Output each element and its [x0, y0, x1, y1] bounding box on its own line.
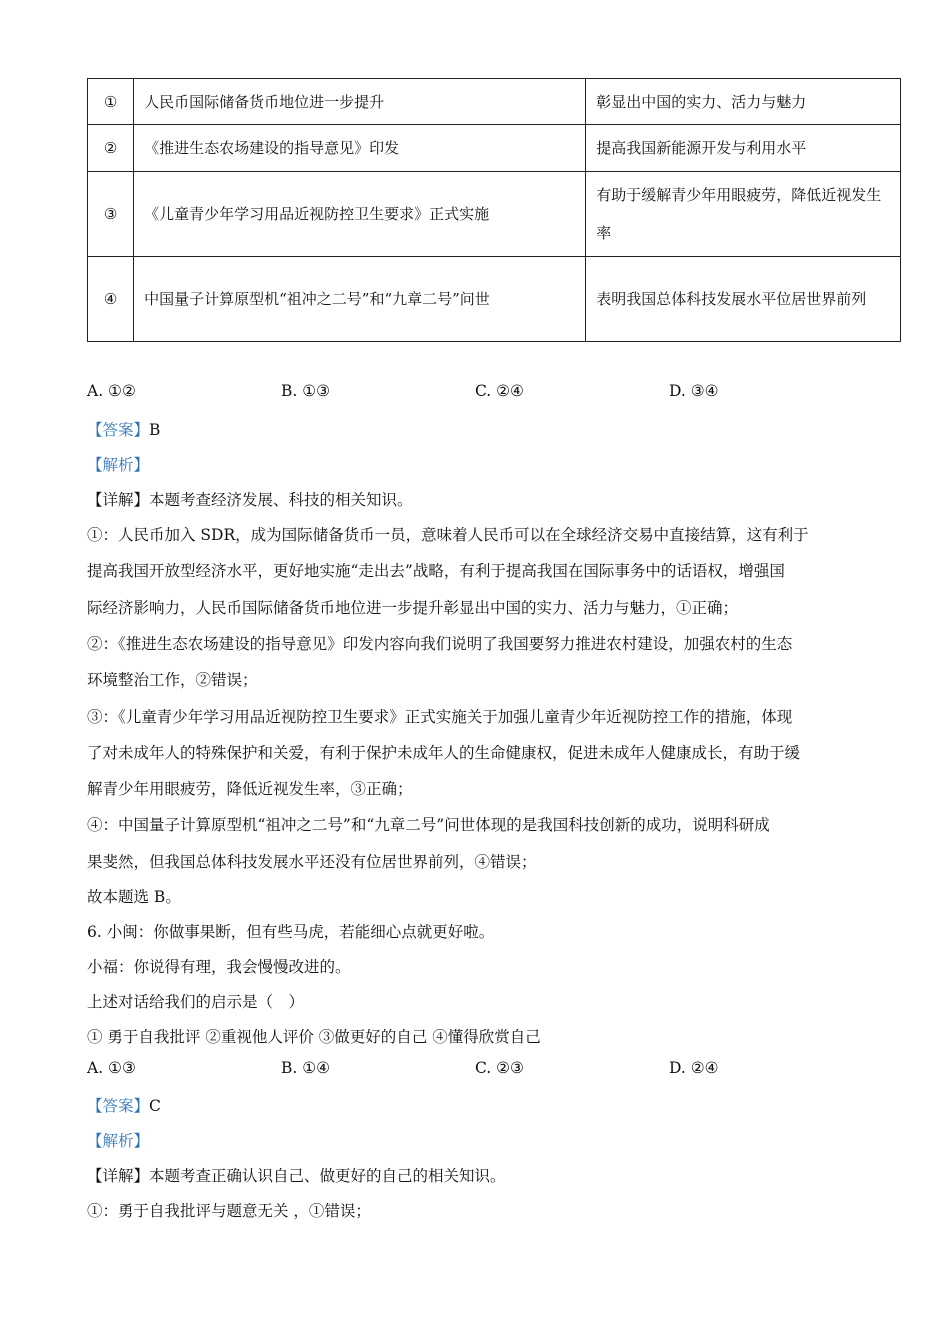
- q6-stem: 6. 小闽：你做事果断，但有些马虎，若能细心点就更好啦。: [87, 923, 495, 941]
- q5-option-d: D. ③④: [669, 382, 719, 400]
- explanation-line: 提高我国开放型经济水平，更好地实施“走出去”战略，有利于提高我国在国际事务中的话语权，增强国: [87, 562, 785, 580]
- q5-answer: [87, 418, 160, 440]
- q5-option-a: A. ①②: [87, 382, 136, 400]
- q6-option-b: B. ①④: [281, 1059, 331, 1077]
- event-cell: 《推进生态农场建设的指导意见》印发: [134, 125, 586, 172]
- meaning-cell: 提高我国新能源开发与利用水平: [586, 125, 901, 172]
- meaning-cell: 表明我国总体科技发展水平位居世界前列: [586, 257, 901, 342]
- meaning-cell: 有助于缓解青少年用眼疲劳，降低近视发生率: [586, 172, 901, 257]
- analysis-tag: 【解析】: [87, 1132, 150, 1150]
- event-cell: 《儿童青少年学习用品近视防控卫生要求》正式实施: [134, 172, 586, 257]
- explanation-line: 解青少年用眼疲劳，降低近视发生率，③正确；: [87, 780, 413, 798]
- q6-option-a: A. ①③: [87, 1059, 136, 1077]
- event-cell: 人民币国际储备货币地位进一步提升: [134, 79, 586, 125]
- q5-option-c: C. ②④: [475, 382, 524, 400]
- q6-option-c: C. ②③: [475, 1059, 524, 1077]
- q6-stem: 小福：你说得有理，我会慢慢改进的。: [87, 958, 351, 976]
- q5-option-b: B. ①③: [281, 382, 331, 400]
- row-number: ②: [88, 125, 134, 172]
- row-number: ①: [88, 79, 134, 125]
- meaning-cell: 彰显出中国的实力、活力与魅力: [586, 79, 901, 125]
- table-row: [88, 172, 901, 257]
- detail-tag: 【详解】: [87, 491, 150, 509]
- explanation-line: ③：《儿童青少年学习用品近视防控卫生要求》正式实施关于加强儿童青少年近视防控工作的措施，体现: [87, 708, 793, 726]
- row-number: ③: [88, 172, 134, 257]
- table-row: [88, 125, 901, 172]
- row-number: ④: [88, 257, 134, 342]
- answer-value: C: [149, 1097, 161, 1115]
- table-row: [88, 79, 901, 125]
- q6-stem: 上述对话给我们的启示是（ ）: [87, 993, 305, 1011]
- answer-tag: 【答案】: [87, 1097, 150, 1115]
- answer-tag: 【答案】: [87, 421, 150, 439]
- explanation-line: 了对未成年人的特殊保护和关爱，有利于保护未成年人的生命健康权，促进未成年人健康成长，有助于缓: [87, 744, 801, 762]
- explanation-line: 果斐然，但我国总体科技发展水平还没有位居世界前列，④错误；: [87, 853, 537, 871]
- explanation-line: 际经济影响力，人民币国际储备货币地位进一步提升彰显出中国的实力、活力与魅力，①正确；: [87, 599, 739, 617]
- q6-option-d: D. ②④: [669, 1059, 719, 1077]
- explanation-line: ②：《推进生态农场建设的指导意见》印发内容向我们说明了我国要努力推进农村建设，加强农村的生态: [87, 635, 793, 653]
- detail-text: 本题考查正确认识自己、做更好的自己的相关知识。: [149, 1167, 506, 1185]
- q6-answer: [87, 1094, 161, 1116]
- explanation-line: ①：人民币加入 SDR，成为国际储备货币一员，意味着人民币可以在全球经济交易中直接结算，这有利于: [87, 526, 809, 544]
- q6-choices: ① 勇于自我批评 ②重视他人评价 ③做更好的自己 ④懂得欣赏自己: [87, 1028, 541, 1046]
- explanation-line: ④：中国量子计算原型机“祖冲之二号”和“九章二号”问世体现的是我国科技创新的成功，说明科研成: [87, 816, 770, 834]
- detail-text: 本题考查经济发展、科技的相关知识。: [149, 491, 413, 509]
- table-row: [88, 257, 901, 342]
- explanation-line: 环境整治工作，②错误；: [87, 671, 258, 689]
- analysis-tag: 【解析】: [87, 456, 150, 474]
- events-table: [87, 78, 901, 342]
- explanation-line: 故本题选 B。: [87, 888, 181, 906]
- q6-detail: [87, 1164, 506, 1186]
- explanation-line: ①：勇于自我批评与题意无关 ，①错误；: [87, 1202, 371, 1220]
- detail-tag: 【详解】: [87, 1167, 150, 1185]
- q5-detail: [87, 488, 413, 510]
- event-cell: 中国量子计算原型机“祖冲之二号”和“九章二号”问世: [134, 257, 586, 342]
- q5-analysis-heading: [87, 453, 149, 475]
- answer-value: B: [149, 421, 161, 439]
- q6-analysis-heading: [87, 1129, 149, 1151]
